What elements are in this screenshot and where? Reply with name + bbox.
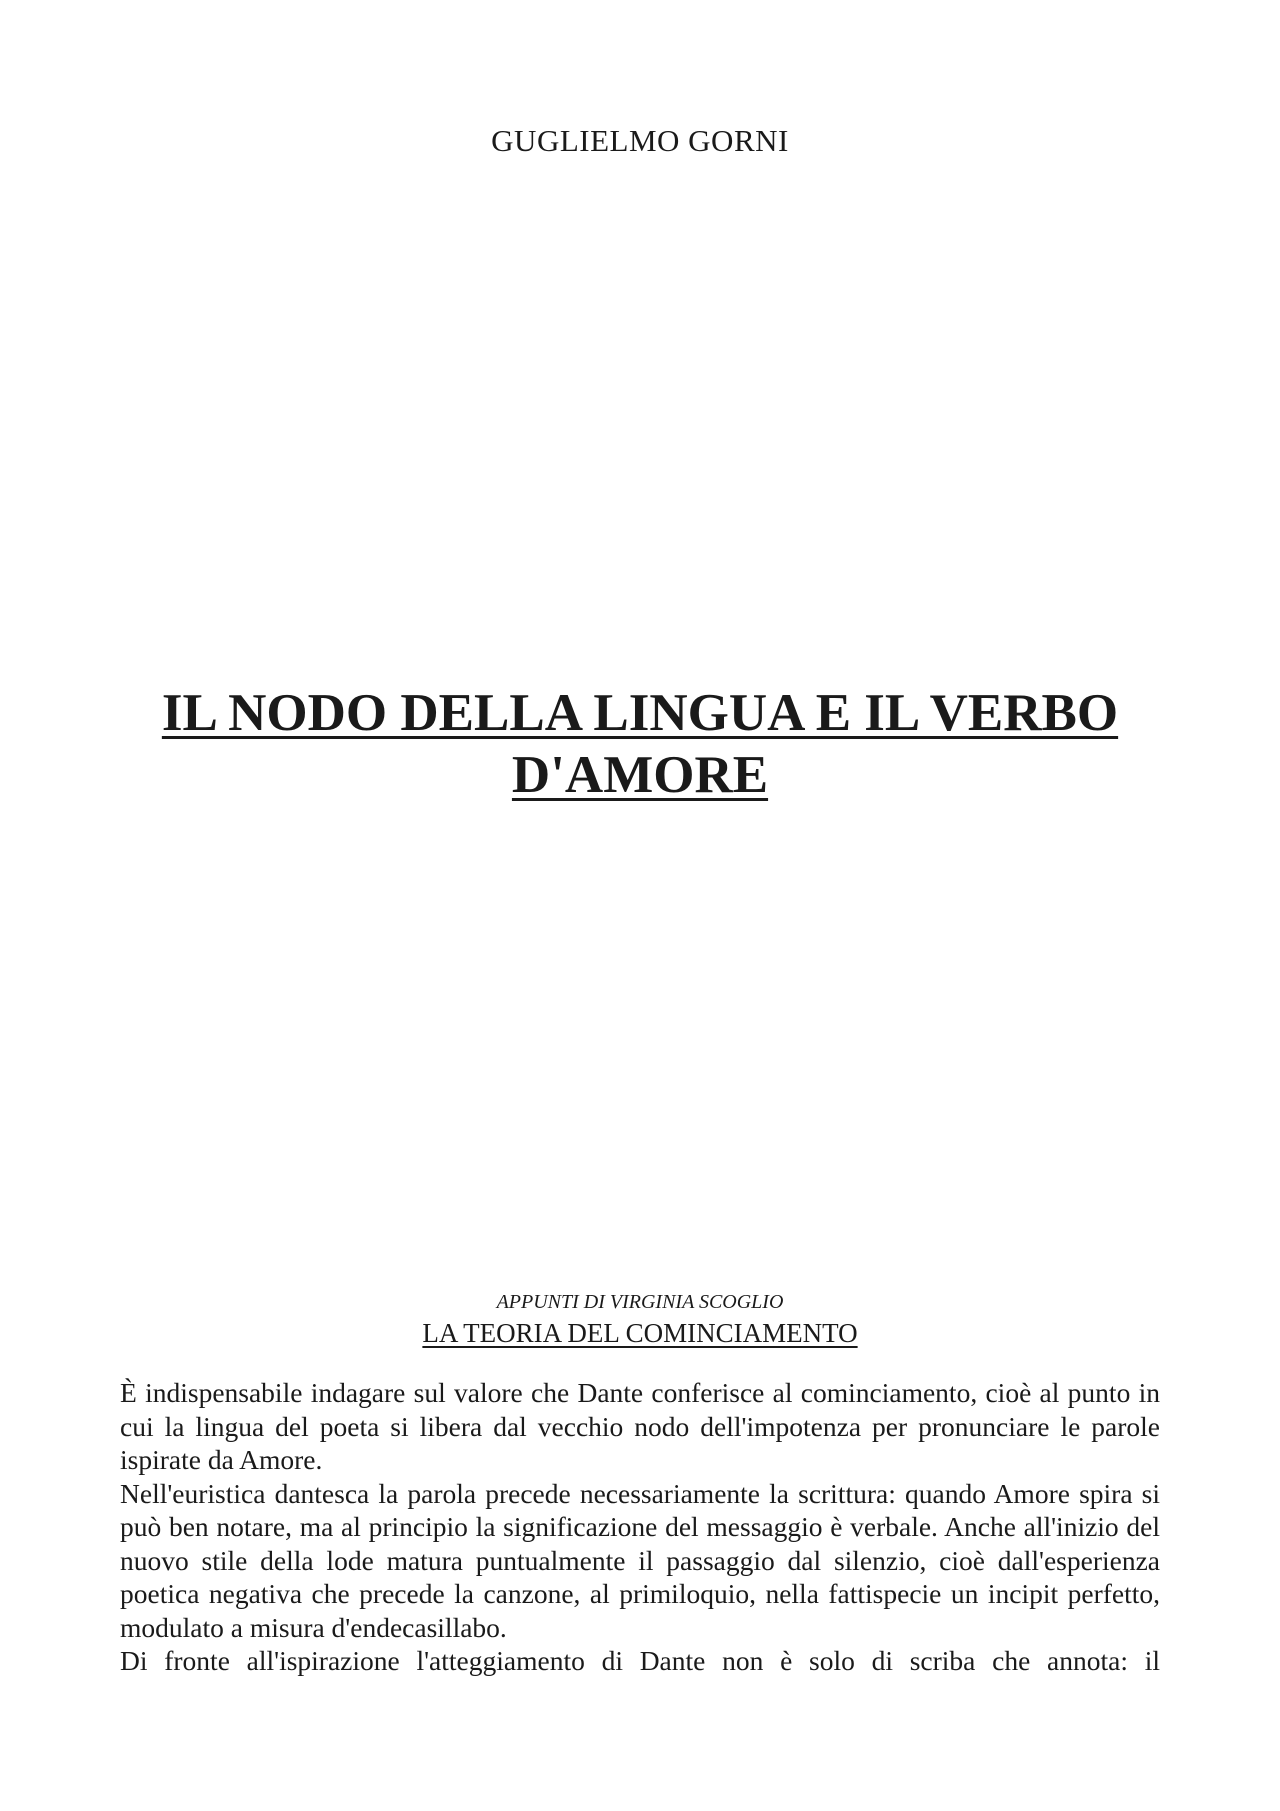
document-title: [120, 682, 1160, 806]
title-line-1: IL NODO DELLA LINGUA E IL VERBO: [161, 684, 1119, 742]
author-name: GUGLIELMO GORNI: [491, 123, 789, 158]
paragraph: È indispensabile indagare sul valore che Dante conferisce al cominciamento, cioè al punto in cui la lingua del poeta si libera dal vecchio nodo dell'impotenza per pronunciare le parole ispirate da Amore.: [120, 1377, 1160, 1475]
title-line-2: D'AMORE: [511, 746, 769, 804]
paragraph: Nell'euristica dantesca la parola precede necessariamente la scrittura: quando Amore spira si può ben notare, ma al principio la significazione del messaggio è verbale. Anche all'inizio del nuovo stile della lode matura puntualmente il passaggio dal silenzio, cioè dall'esperienza poetica negativa che precede la canzone, al primiloquio, nella fattispecie un incipit perfetto, modulato a misura d'endecasillabo.: [120, 1477, 1160, 1643]
paragraph: Di fronte all'ispirazione l'atteggiamento di Dante non è solo di scriba che annota: il: [120, 1645, 1160, 1676]
notes-attribution: APPUNTI DI VIRGINIA SCOGLIO: [496, 1291, 784, 1313]
section-heading: LA TEORIA DEL COMINCIAMENTO: [422, 1318, 858, 1348]
body-text: [120, 1376, 1160, 1678]
